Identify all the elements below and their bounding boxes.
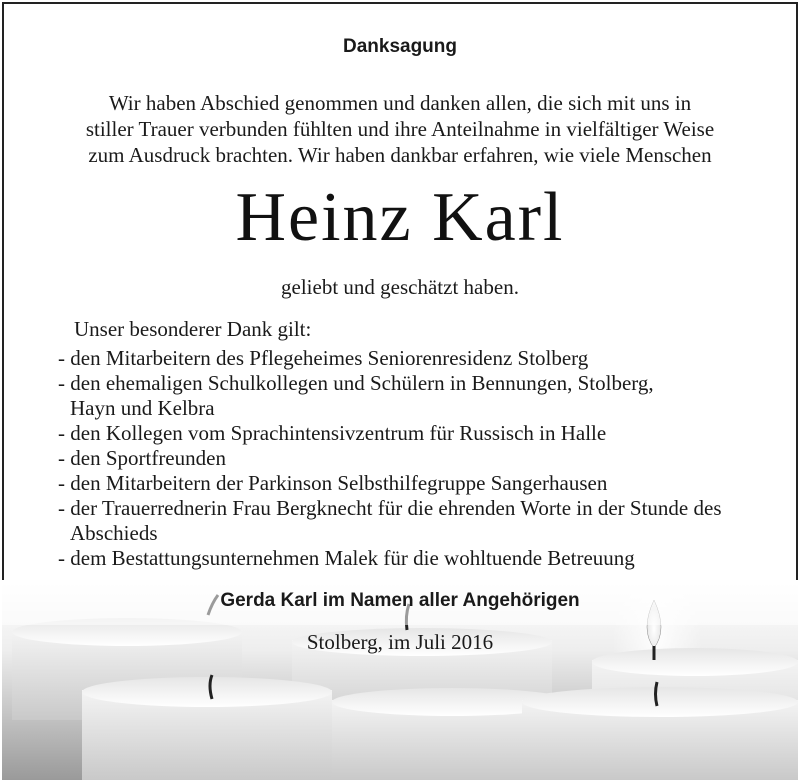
thanks-item: - den ehemaligen Schulkollegen und Schülern in Bennungen, Stolberg, Hayn und Kelbra [58,371,654,420]
thanks-label: Unser besonderer Dank gilt: [74,317,312,341]
thanks-list [58,346,750,571]
thanks-item: - der Trauerrednerin Frau Bergknecht für die ehrenden Worte in der Stunde des Abschieds [58,496,722,545]
intro-text [22,90,778,168]
thanks-item: - dem Bestattungsunternehmen Malek für die wohltuende Betreuung [58,546,635,570]
intro-line: zum Ausdruck brachten. Wir haben dankbar erfahren, wie viele Menschen [88,143,712,167]
signature: Gerda Karl im Namen aller Angehörigen [220,590,580,611]
thanks-item: - den Sportfreunden [58,446,226,470]
notice-heading: Danksagung [342,36,458,57]
intro-line: Wir haben Abschied genommen und danken allen, die sich mit uns in [108,91,692,115]
thanks-item: - den Mitarbeitern der Parkinson Selbsthilfegruppe Sangerhausen [58,471,608,495]
place-date: Stolberg, im Juli 2016 [306,630,494,654]
continuation-text: geliebt und geschätzt haben. [281,275,519,299]
thanks-item: - den Mitarbeitern des Pflegeheimes Seniorenresidenz Stolberg [58,346,589,370]
deceased-name: Heinz Karl [235,179,565,256]
thanks-item: - den Kollegen vom Sprachintensivzentrum für Russisch in Halle [58,421,607,445]
intro-line: stiller Trauer verbunden fühlten und ihre Anteilnahme in vielfältiger Weise [85,117,715,141]
obituary-notice [2,2,798,780]
